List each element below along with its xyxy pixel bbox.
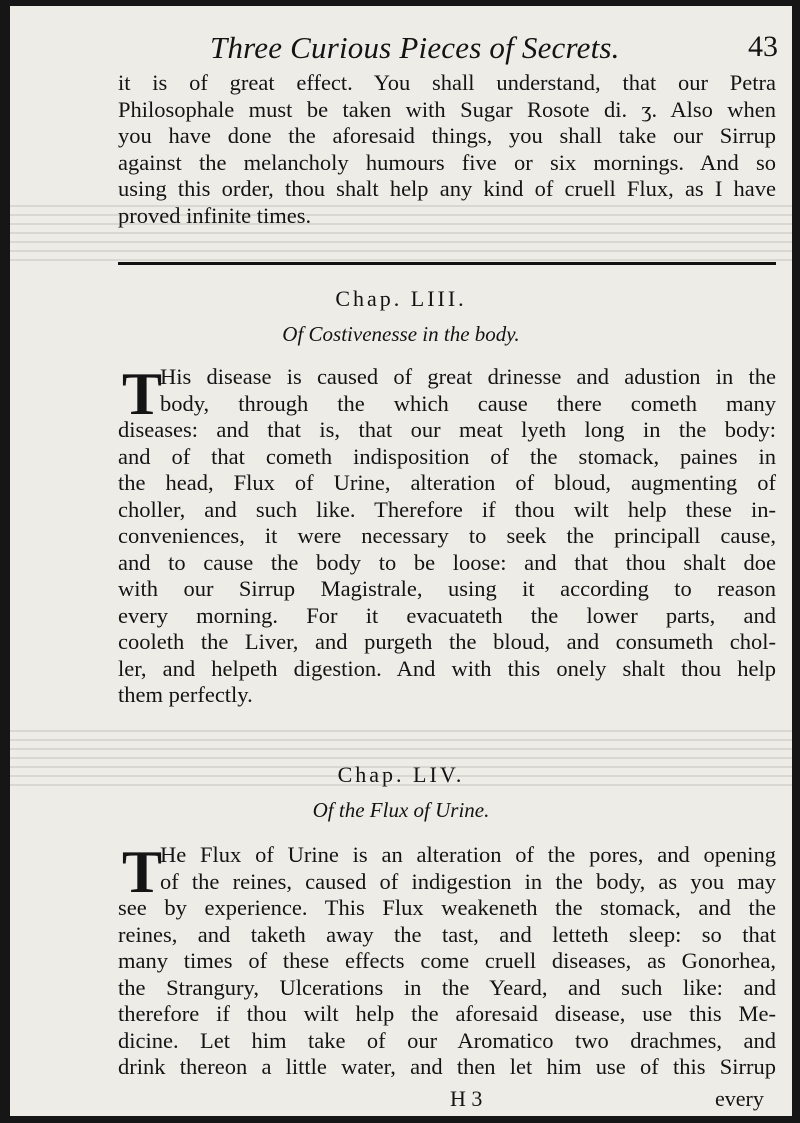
- text-line: ler, and helpeth digestion. And with this onely shalt thou help: [118, 655, 776, 681]
- page-footer: [10, 1086, 792, 1116]
- text-line: body, through the which cause there cometh many: [160, 390, 776, 416]
- text-line: drink thereon a little water, and then let him use of this Sirrup: [118, 1054, 776, 1079]
- text-line: them perfectly.: [118, 682, 253, 707]
- page-number: 43: [748, 30, 778, 63]
- chapter-53-title: Chap. LIII.: [335, 286, 467, 311]
- text-line: see by experience. This Flux weakeneth the stomack, and the: [118, 895, 776, 920]
- book-page: [10, 6, 792, 1116]
- drop-capital: T: [122, 839, 163, 905]
- chapter-54-body: [118, 839, 776, 1081]
- text-line: many times of these effects come cruell diseases, as Gonorhea,: [118, 948, 776, 973]
- text-line: dicine. Let him take of our Aromatico two drachmes, and: [118, 1027, 776, 1053]
- text-line: you have done the aforesaid things, you shall take our Sirrup: [118, 123, 776, 148]
- text-line: He Flux of Urine is an alteration of the pores, and opening: [160, 842, 776, 867]
- show-through: [10, 201, 792, 261]
- text-line: therefore if thou wilt help the aforesaid disease, use this Me-: [118, 1001, 776, 1026]
- text-line: choller, and such like. Therefore if thou wilt help these in-: [118, 496, 776, 522]
- page-header: [10, 28, 792, 72]
- running-head: Three Curious Pieces of Secrets.: [210, 30, 620, 65]
- text-line: using this order, thou shalt help any kind of cruell Flux, as I have: [118, 176, 776, 201]
- section-divider: [118, 262, 776, 265]
- chapter-53-subtitle: Of Costivenesse in the body.: [282, 322, 520, 346]
- text-line: proved infinite times.: [118, 202, 312, 228]
- text-line: diseases: and that is, that our meat lyeth long in the body:: [118, 417, 776, 442]
- text-line: against the melancholy humours five or six mornings. And so: [118, 149, 776, 175]
- catchword: every: [715, 1086, 764, 1111]
- text-line: the head, Flux of Urine, alteration of bloud, augmenting of: [118, 470, 776, 495]
- signature-mark: H 3: [450, 1086, 483, 1111]
- text-line: with our Sirrup Magistrale, using it according to reason: [118, 576, 776, 601]
- text-line: His disease is caused of great drinesse and adustion in the: [160, 364, 776, 389]
- text-line: it is of great effect. You shall understand, that our Petra: [118, 70, 776, 95]
- text-line: the Strangury, Ulcerations in the Yeard, and such like: and: [118, 974, 776, 1000]
- chapter-54-subtitle: Of the Flux of Urine.: [312, 798, 490, 822]
- text-line: Philosophale must be taken with Sugar Rosote di. ʒ. Also when: [118, 96, 776, 122]
- chapter-53-body: [118, 361, 776, 709]
- text-line: and to cause the body to be loose: and that thou shalt doe: [118, 549, 776, 575]
- text-line: and of that cometh indisposition of the stomack, paines in: [118, 443, 776, 469]
- text-line: conveniences, it were necessary to seek the principall cause,: [118, 523, 776, 548]
- text-line: of the reines, caused of indigestion in the body, as you may: [160, 868, 776, 894]
- text-line: reines, and taketh away the tast, and letteth sleep: so that: [118, 921, 776, 947]
- drop-capital: T: [122, 361, 163, 427]
- text-line: cooleth the Liver, and purgeth the bloud, and consumeth chol-: [118, 629, 776, 654]
- chapter-54-title: Chap. LIV.: [337, 762, 465, 787]
- text-line: every morning. For it evacuateth the lower parts, and: [118, 602, 776, 628]
